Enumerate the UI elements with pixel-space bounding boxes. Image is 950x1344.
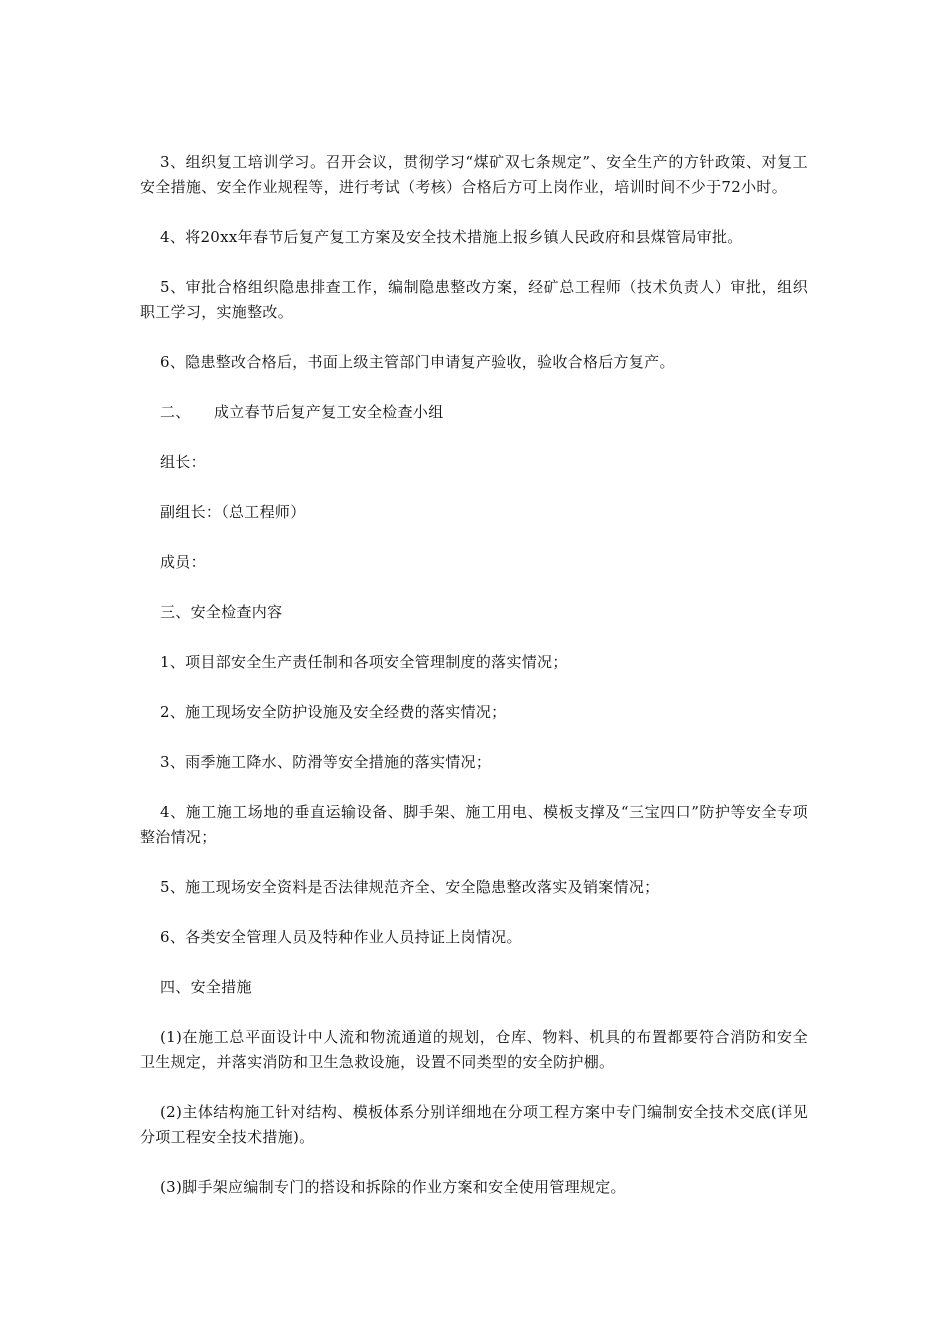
team-leader: 组长： <box>160 453 206 471</box>
paragraph-training: 3、组织复工培训学习。召开会议，贯彻学习“煤矿双七条规定”、安全生产的方针政策、对复工安全措施、安全作业规程等，进行考试（考核）合格后方可上岗作业，培训时间不少于72小时。 <box>140 153 808 196</box>
section-title: 成立春节后复产复工安全检查小组 <box>214 403 444 421</box>
section-heading-4: 四、安全措施 <box>160 978 252 996</box>
measure-item-3: (3)脚手架应编制专门的搭设和拆除的作业方案和安全使用管理规定。 <box>160 1178 626 1196</box>
paragraph-hazard-inspection: 5、审批合格组织隐患排查工作，编制隐患整改方案，经矿总工程师（技术负责人）审批，组织职工学习，实施整改。 <box>140 278 808 321</box>
check-item-4: 4、施工施工场地的垂直运输设备、脚手架、施工用电、模板支撑及“三宝四口”防护等安全专项整治情况； <box>140 803 808 846</box>
paragraph-report-approval: 4、将20xx年春节后复产复工方案及安全技术措施上报乡镇人民政府和县煤管局审批。 <box>160 228 743 246</box>
paragraph-acceptance: 6、隐患整改合格后，书面上级主管部门申请复产验收，验收合格后方复产。 <box>160 353 675 371</box>
section-heading-3: 三、安全检查内容 <box>160 603 283 621</box>
section-heading-2 <box>140 400 808 425</box>
check-item-2: 2、施工现场安全防护设施及安全经费的落实情况； <box>160 703 507 721</box>
section-number: 二、 <box>160 403 191 421</box>
team-vice-leader: 副组长：（总工程师） <box>160 503 306 521</box>
check-item-1: 1、项目部安全生产责任制和各项安全管理制度的落实情况； <box>160 653 568 671</box>
check-item-5: 5、施工现场安全资料是否法律规范齐全、安全隐患整改落实及销案情况； <box>160 878 660 896</box>
measure-item-2: (2)主体结构施工针对结构、模板体系分别详细地在分项工程方案中专门编制安全技术交底(详见分项工程安全技术措施)。 <box>140 1103 808 1146</box>
team-members: 成员： <box>160 553 206 571</box>
document-body <box>140 150 808 1225</box>
check-item-6: 6、各类安全管理人员及特种作业人员持证上岗情况。 <box>160 928 522 946</box>
measure-item-1: (1)在施工总平面设计中人流和物流通道的规划，仓库、物料、机具的布置都要符合消防和安全卫生规定，并落实消防和卫生急救设施，设置不同类型的安全防护棚。 <box>140 1028 808 1071</box>
check-item-3: 3、雨季施工降水、防滑等安全措施的落实情况； <box>160 753 492 771</box>
